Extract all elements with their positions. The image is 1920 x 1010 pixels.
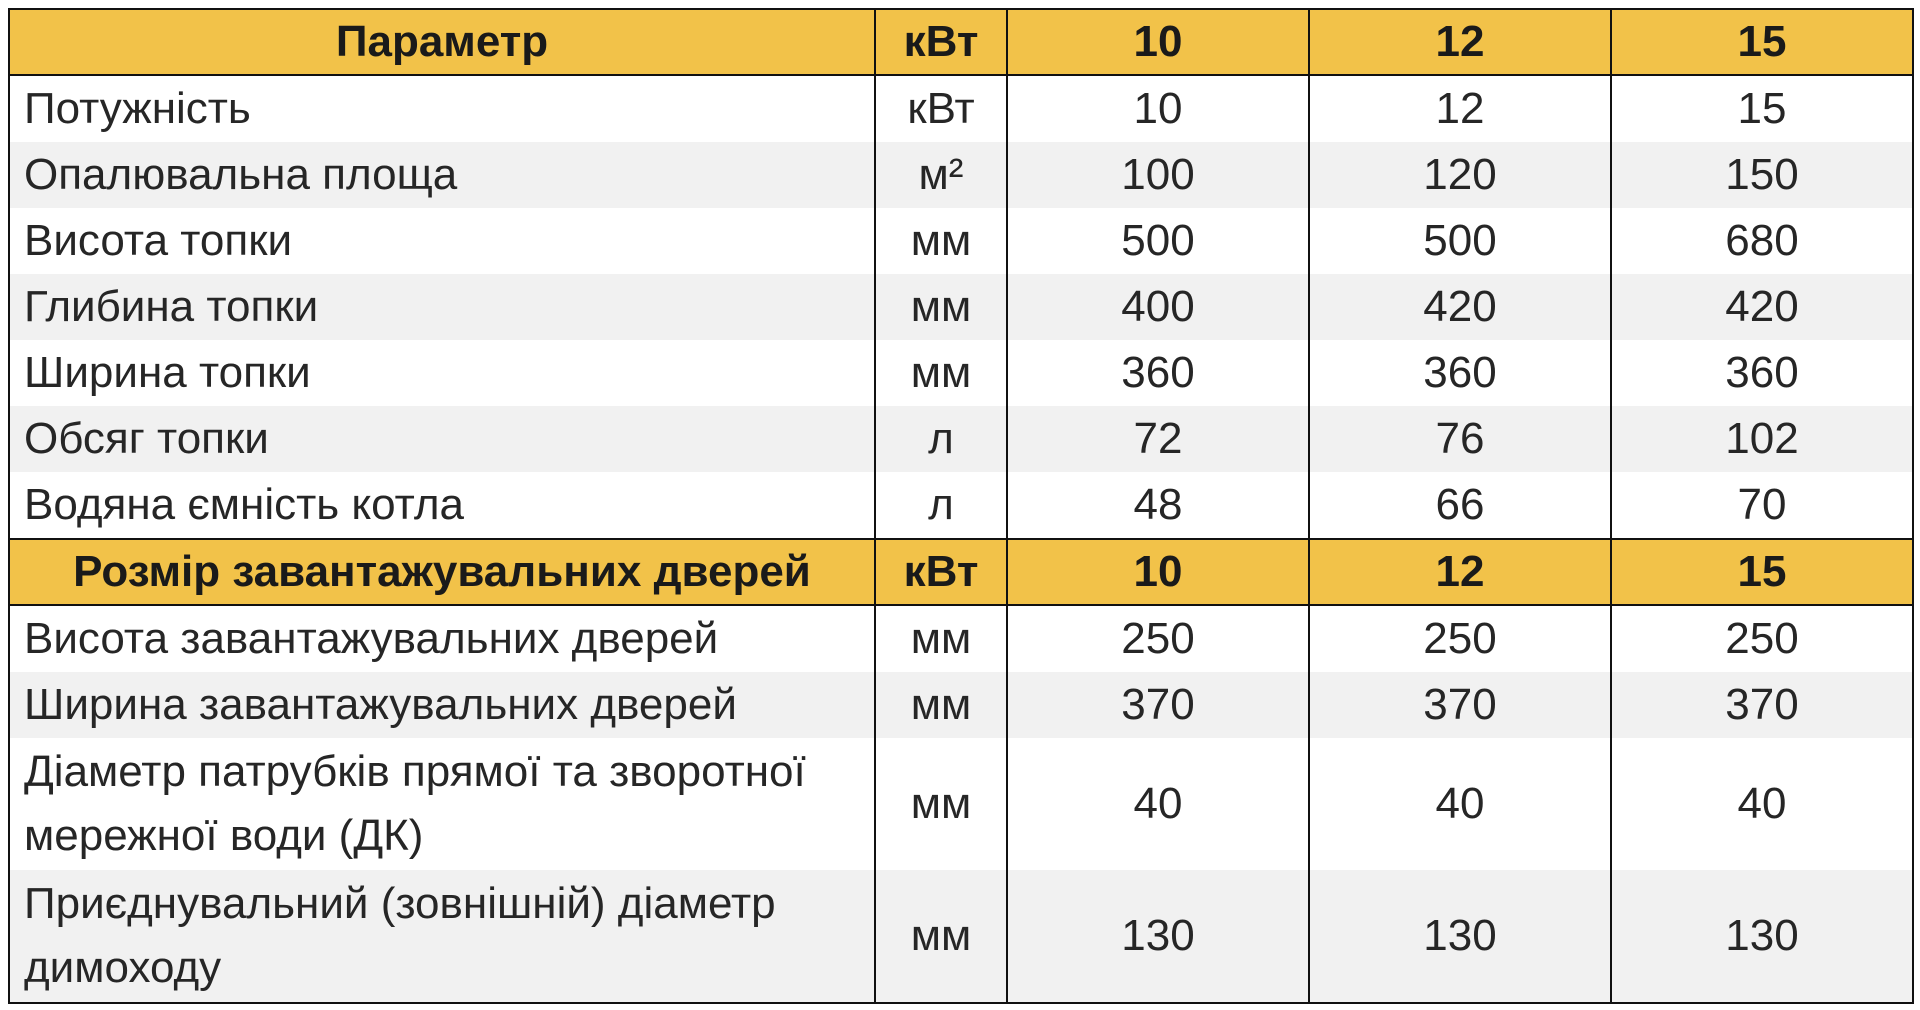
row-value: 370 (1007, 672, 1309, 738)
table-row (9, 142, 1913, 208)
row-unit: мм (875, 274, 1007, 340)
row-param: Ширина топки (9, 340, 875, 406)
table-row (9, 75, 1913, 142)
row-value: 250 (1309, 605, 1611, 672)
row-value: 102 (1611, 406, 1913, 472)
row-value: 500 (1007, 208, 1309, 274)
row-unit: м² (875, 142, 1007, 208)
table-row (9, 672, 1913, 738)
row-value: 40 (1309, 738, 1611, 870)
row-param: Приєднувальний (зовнішній) діаметр димоходу (9, 870, 875, 1003)
row-unit: кВт (875, 75, 1007, 142)
row-param: Ширина завантажувальних дверей (9, 672, 875, 738)
row-value: 250 (1611, 605, 1913, 672)
row-value: 420 (1309, 274, 1611, 340)
header-unit: кВт (875, 9, 1007, 75)
row-unit: мм (875, 870, 1007, 1003)
row-value: 130 (1007, 870, 1309, 1003)
row-value: 120 (1309, 142, 1611, 208)
table-row (9, 472, 1913, 539)
row-value: 400 (1007, 274, 1309, 340)
row-value: 360 (1611, 340, 1913, 406)
row-param: Діаметр патрубків прямої та зворотної мережної води (ДК) (9, 738, 875, 870)
row-unit: мм (875, 738, 1007, 870)
header-power-10: 10 (1007, 539, 1309, 605)
table-row (9, 738, 1913, 870)
row-unit: мм (875, 340, 1007, 406)
row-value: 15 (1611, 75, 1913, 142)
spec-table-container (8, 8, 1912, 1004)
row-value: 130 (1611, 870, 1913, 1003)
row-value: 420 (1611, 274, 1913, 340)
row-param: Висота завантажувальних дверей (9, 605, 875, 672)
row-value: 360 (1309, 340, 1611, 406)
header-power-15: 15 (1611, 539, 1913, 605)
row-value: 370 (1611, 672, 1913, 738)
row-value: 370 (1309, 672, 1611, 738)
row-value: 70 (1611, 472, 1913, 539)
table-row (9, 274, 1913, 340)
row-value: 130 (1309, 870, 1611, 1003)
row-value: 10 (1007, 75, 1309, 142)
row-value: 40 (1007, 738, 1309, 870)
row-value: 100 (1007, 142, 1309, 208)
row-param: Обсяг топки (9, 406, 875, 472)
table-row (9, 340, 1913, 406)
row-param: Опалювальна площа (9, 142, 875, 208)
header-power-12: 12 (1309, 539, 1611, 605)
row-unit: мм (875, 605, 1007, 672)
row-value: 680 (1611, 208, 1913, 274)
table-row (9, 208, 1913, 274)
header-power-12: 12 (1309, 9, 1611, 75)
row-unit: л (875, 472, 1007, 539)
row-value: 500 (1309, 208, 1611, 274)
row-param: Водяна ємність котла (9, 472, 875, 539)
row-unit: мм (875, 672, 1007, 738)
row-value: 66 (1309, 472, 1611, 539)
boiler-spec-table (8, 8, 1914, 1004)
row-value: 12 (1309, 75, 1611, 142)
header-title: Параметр (9, 9, 875, 75)
row-value: 72 (1007, 406, 1309, 472)
row-value: 360 (1007, 340, 1309, 406)
row-param: Глибина топки (9, 274, 875, 340)
row-unit: л (875, 406, 1007, 472)
section-header-loading-door (9, 539, 1913, 605)
table-row (9, 406, 1913, 472)
row-value: 40 (1611, 738, 1913, 870)
row-param: Висота топки (9, 208, 875, 274)
row-value: 250 (1007, 605, 1309, 672)
row-param: Потужність (9, 75, 875, 142)
row-value: 150 (1611, 142, 1913, 208)
header-power-10: 10 (1007, 9, 1309, 75)
table-row (9, 870, 1913, 1003)
header-unit: кВт (875, 539, 1007, 605)
row-unit: мм (875, 208, 1007, 274)
row-value: 76 (1309, 406, 1611, 472)
header-title: Розмір завантажувальних дверей (9, 539, 875, 605)
section-header-parameters (9, 9, 1913, 75)
row-value: 48 (1007, 472, 1309, 539)
table-row (9, 605, 1913, 672)
header-power-15: 15 (1611, 9, 1913, 75)
